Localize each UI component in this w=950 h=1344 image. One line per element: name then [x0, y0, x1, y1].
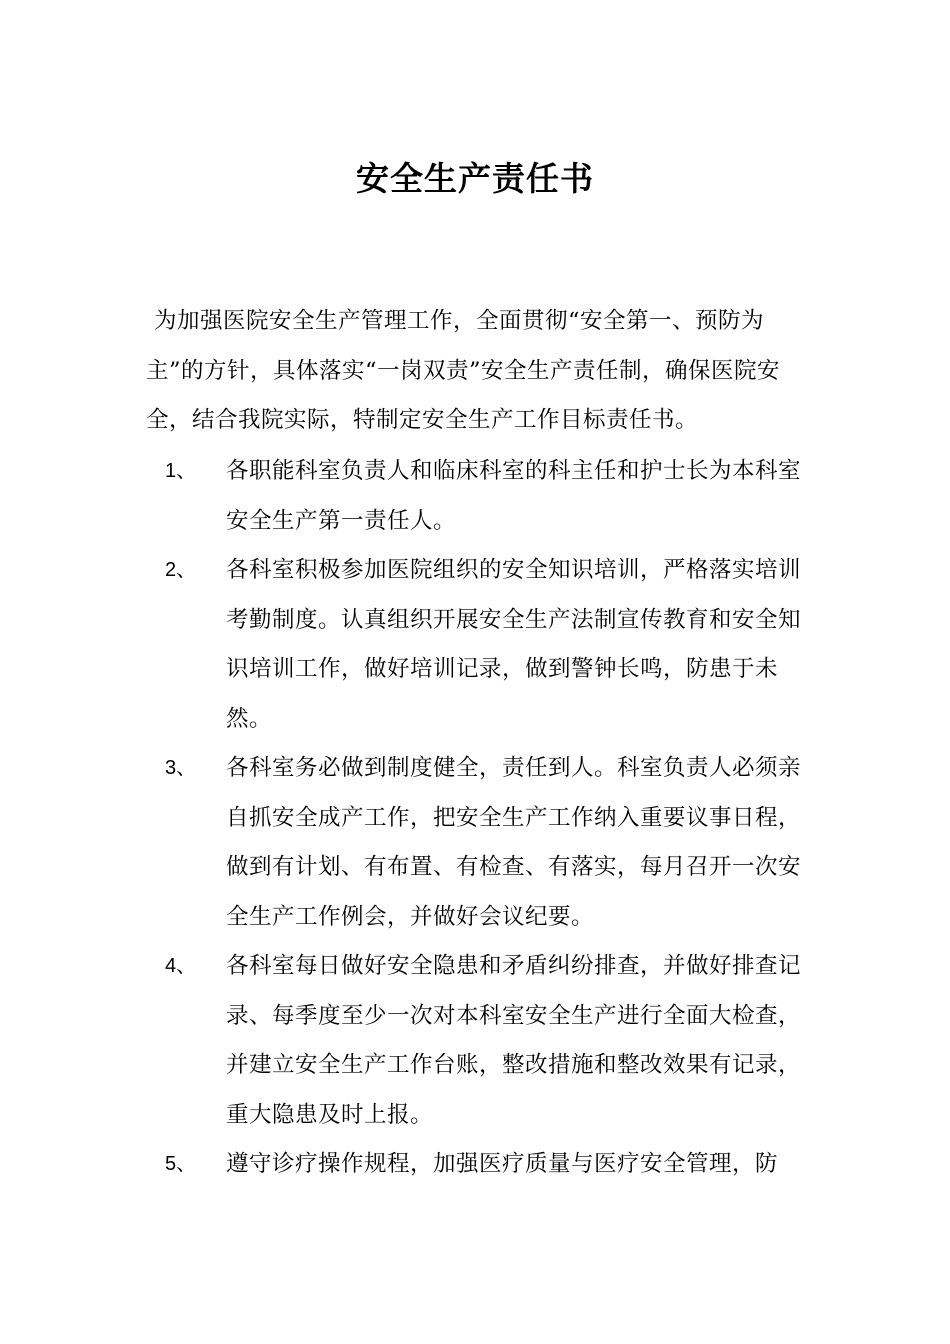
list-item — [0, 1140, 950, 1190]
list-item — [0, 942, 950, 1140]
responsibility-list — [0, 447, 950, 1190]
list-item-text: 各职能科室负责人和临床科室的科主任和护士长为本科室安全生产第一责任人。 — [226, 458, 802, 534]
list-item — [0, 447, 950, 546]
list-item-number: 5、 — [165, 1153, 197, 1175]
list-item — [0, 546, 950, 744]
list-item-number: 2、 — [165, 559, 197, 581]
list-item-number: 4、 — [165, 955, 197, 977]
list-item-text: 各科室积极参加医院组织的安全知识培训，严格落实培训考勤制度。认真组织开展安全生产法制宣传教育和安全知识培训工作，做好培训记录，做到警钟长鸣，防患于未然。 — [226, 557, 802, 732]
list-item-text: 遵守诊疗操作规程，加强医疗质量与医疗安全管理，防 — [226, 1151, 779, 1177]
intro-paragraph: 为加强医院安全生产管理工作，全面贯彻“安全第一、预防为主”的方针，具体落实“一岗双责”安全生产责任制，确保医院安全，结合我院实际，特制定安全生产工作目标责任书。 — [146, 308, 781, 433]
list-item-text: 各科室务必做到制度健全，责任到人。科室负责人必须亲自抓安全成产工作，把安全生产工作纳入重要议事日程，做到有计划、有布置、有检查、有落实，每月召开一次安全生产工作例会，并做好会议纪要。 — [226, 755, 802, 930]
list-item-text: 各科室每日做好安全隐患和矛盾纠纷排查，并做好排查记录、每季度至少一次对本科室安全生产进行全面大检查，并建立安全生产工作台账，整改措施和整改效果有记录，重大隐患及时上报。 — [226, 953, 802, 1128]
list-item — [0, 744, 950, 942]
list-item-number: 3、 — [165, 757, 197, 779]
document-title: 安全生产责任书 — [356, 159, 594, 198]
list-item-number: 1、 — [165, 460, 197, 482]
